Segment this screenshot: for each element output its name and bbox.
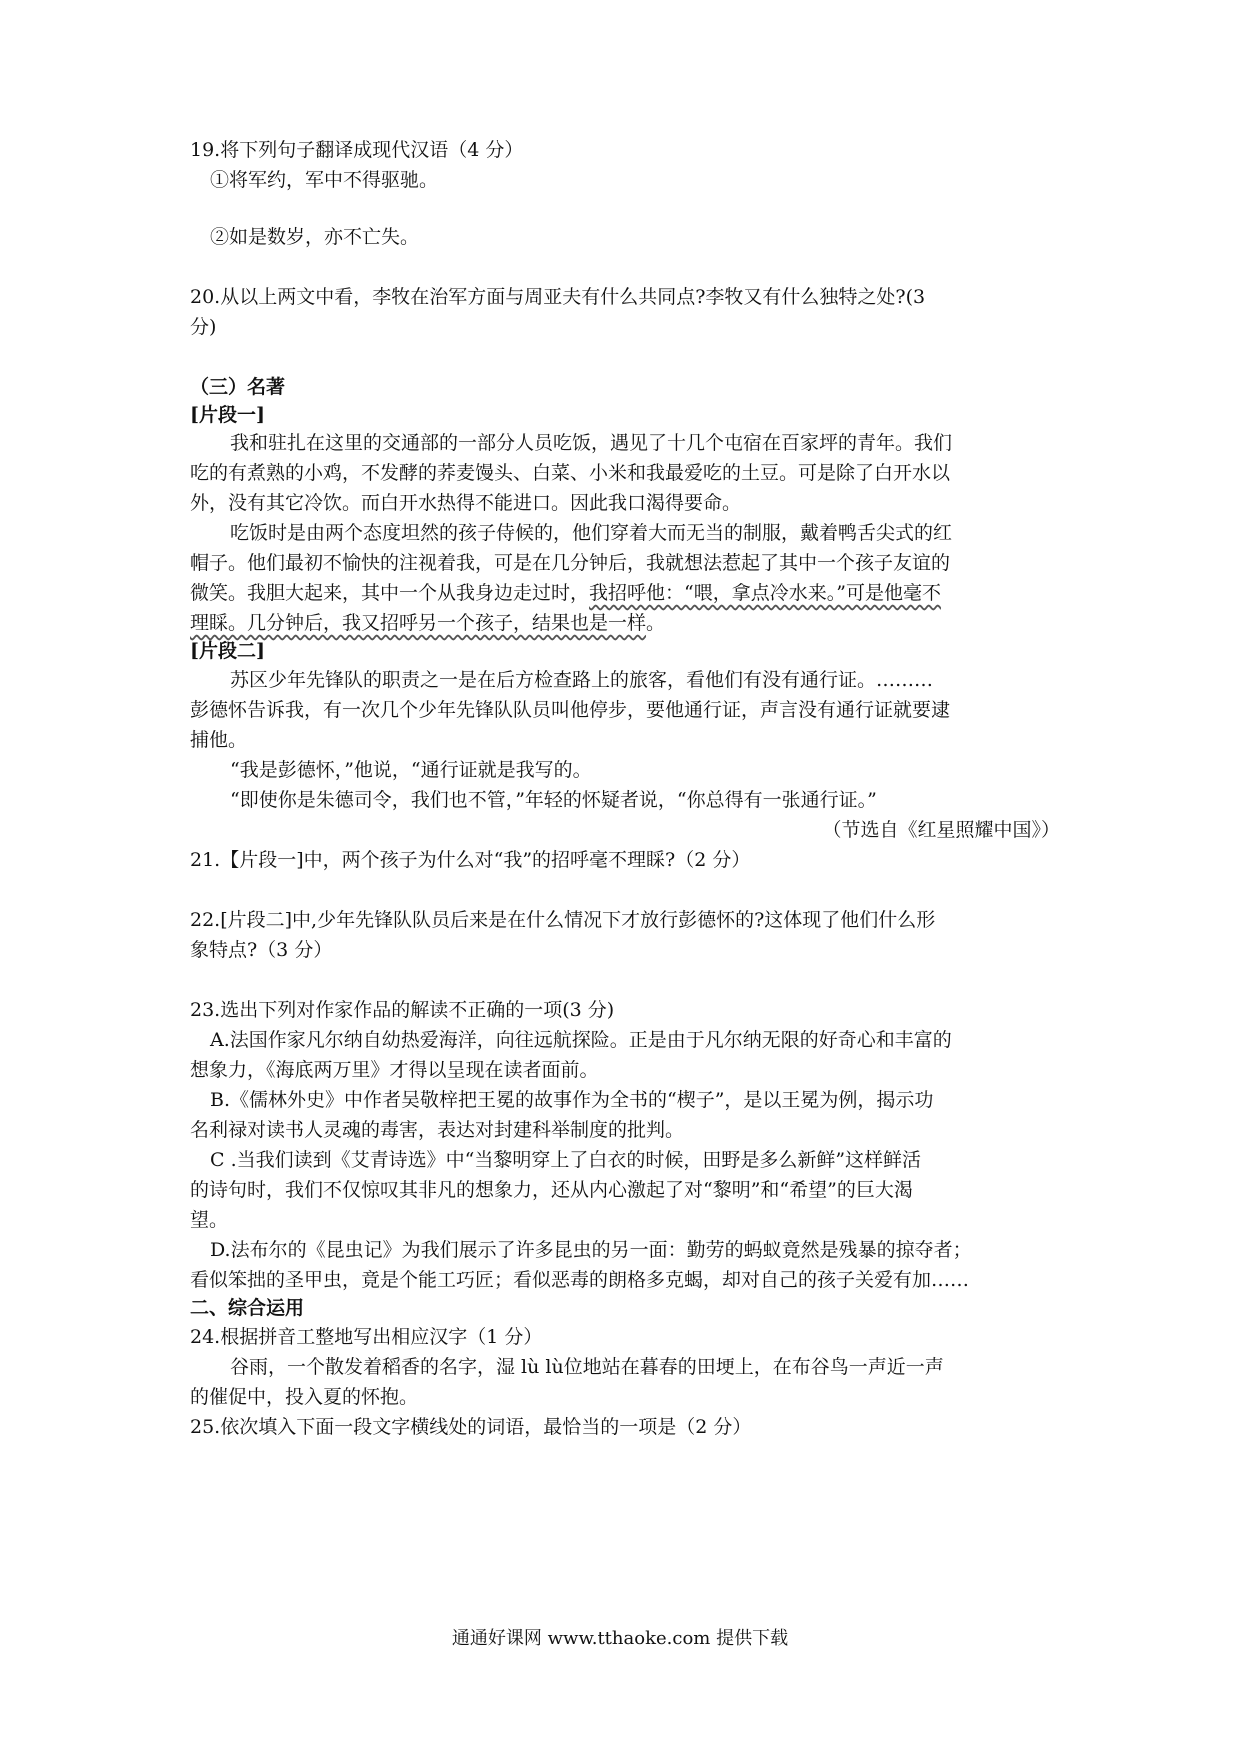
q19-item-2: ②如是数岁，亦不亡失。 xyxy=(210,226,420,248)
q25-title: 25.依次填入下面一段文字横线处的词语，最恰当的一项是（2 分） xyxy=(190,1416,752,1438)
q23-option-b: 名利禄对读书人灵魂的毒害，表达对封建科举制度的批判。 xyxy=(190,1119,685,1141)
q24-line-1: 谷雨，一个散发着稻香的名字，湿 lù lù位地站在暮春的田埂上，在布谷鸟一声近一声 xyxy=(230,1356,944,1378)
fragment-1-underlined-text: 我招呼他：“喂，拿点冷水来。”可是他毫不 xyxy=(589,582,941,604)
fragment-1-line: 吃饭时是由两个态度坦然的孩子侍候的，他们穿着大而无当的制服，戴着鸭舌尖式的红 xyxy=(230,522,953,544)
q20-line-2: 分) xyxy=(190,316,217,338)
q23-title: 23.选出下列对作家作品的解读不正确的一项(3 分) xyxy=(190,999,615,1021)
fragment-1-line: 外，没有其它冷饮。而白开水热得不能进口。因此我口渴得要命。 xyxy=(190,492,742,514)
fragment-1-line: 我和驻扎在这里的交通部的一部分人员吃饭，遇见了十几个屯宿在百家坪的青年。我们 xyxy=(230,432,953,454)
fragment-2-source: （节选自《红星照耀中国》） xyxy=(822,819,1060,841)
fragment-1-plain-text: 微笑。我胆大起来，其中一个从我身边走过时， xyxy=(190,582,590,604)
q19-title: 19.将下列句子翻译成现代汉语（4 分） xyxy=(190,139,524,161)
q23-option-a: 想象力，《海底两万里》才得以呈现在读者面前。 xyxy=(190,1059,599,1081)
page-footer: 通通好课网 www.tthaoke.com 提供下载 xyxy=(451,1628,789,1649)
fragment-1-line: 吃的有煮熟的小鸡，不发酵的荞麦馒头、白菜、小米和我最爱吃的土豆。可是除了白开水以 xyxy=(190,462,951,484)
section-heading-classics: （三）名著 xyxy=(190,376,286,398)
q19-item-1: ①将军约，军中不得驱驰。 xyxy=(210,169,439,191)
part-2-heading: 二、综合运用 xyxy=(190,1297,305,1319)
q23-option-c: 的诗句时，我们不仅惊叹其非凡的想象力，还从内心激起了对“黎明”和“希望”的巨大渴 xyxy=(190,1179,913,1201)
q22-line-1: 22.[片段二]中,少年先锋队队员后来是在什么情况下才放行彭德怀的?这体现了他们什么形 xyxy=(190,909,936,931)
fragment-2-line: 捕他。 xyxy=(190,729,248,751)
fragment-2-quote: “即使你是朱德司令，我们也不管，”年轻的怀疑者说，“你总得有一张通行证。” xyxy=(230,789,877,811)
q24-title: 24.根据拼音工整地写出相应汉字（1 分） xyxy=(190,1326,543,1348)
fragment-2-line: 彭德怀告诉我，有一次几个少年先锋队队员叫他停步，要他通行证，声言没有通行证就要逮 xyxy=(190,699,951,721)
fragment-1-underlined-text: 理睬。几分钟后，我又招呼另一个孩子，结果也是一样 xyxy=(190,612,647,634)
q20-line-1: 20.从以上两文中看，李牧在治军方面与周亚夫有什么共同点?李牧又有什么独特之处?(3 xyxy=(190,286,926,308)
q23-option-a: A.法国作家凡尔纳自幼热爱海洋，向往远航探险。正是由于凡尔纳无限的好奇心和丰富的 xyxy=(210,1029,952,1051)
fragment-2-label: [片段二] xyxy=(190,640,265,662)
q24-line-2: 的催促中，投入夏的怀抱。 xyxy=(190,1386,419,1408)
fragment-1-label: [片段一] xyxy=(190,404,265,426)
fragment-1-line: 帽子。他们最初不愉快的注视着我，可是在几分钟后，我就想法惹起了其中一个孩子友谊的 xyxy=(190,552,951,574)
q22-line-2: 象特点?（3 分） xyxy=(190,939,333,961)
q23-option-d: 看似笨拙的圣甲虫，竟是个能工巧匠；看似恶毒的朗格多克蝎，却对自己的孩子关爱有加…… xyxy=(190,1269,970,1291)
fragment-1-line: 理睬。几分钟后，我又招呼另一个孩子，结果也是一样。 xyxy=(190,612,666,634)
q23-option-c: 望。 xyxy=(190,1209,229,1231)
fragment-2-quote: “我是彭德怀，”他说，“通行证就是我写的。 xyxy=(230,759,592,781)
q23-option-c: C .当我们读到《艾青诗选》中“当黎明穿上了白衣的时候，田野是多么新鲜”这样鲜活 xyxy=(210,1149,922,1171)
q23-option-b: B.《儒林外史》中作者吴敬梓把王冕的故事作为全书的“楔子”，是以王冕为例，揭示功 xyxy=(210,1089,934,1111)
fragment-1-line xyxy=(190,578,1060,608)
q23-option-d: D.法布尔的《昆虫记》为我们展示了许多昆虫的另一面：勤劳的蚂蚁竟然是残暴的掠夺者； xyxy=(210,1239,972,1261)
q21-text: 21.【片段一]中，两个孩子为什么对“我”的招呼毫不理睬?（2 分） xyxy=(190,849,751,871)
fragment-2-line: 苏区少年先锋队的职责之一是在后方检查路上的旅客，看他们有没有通行证。……… xyxy=(230,669,934,691)
